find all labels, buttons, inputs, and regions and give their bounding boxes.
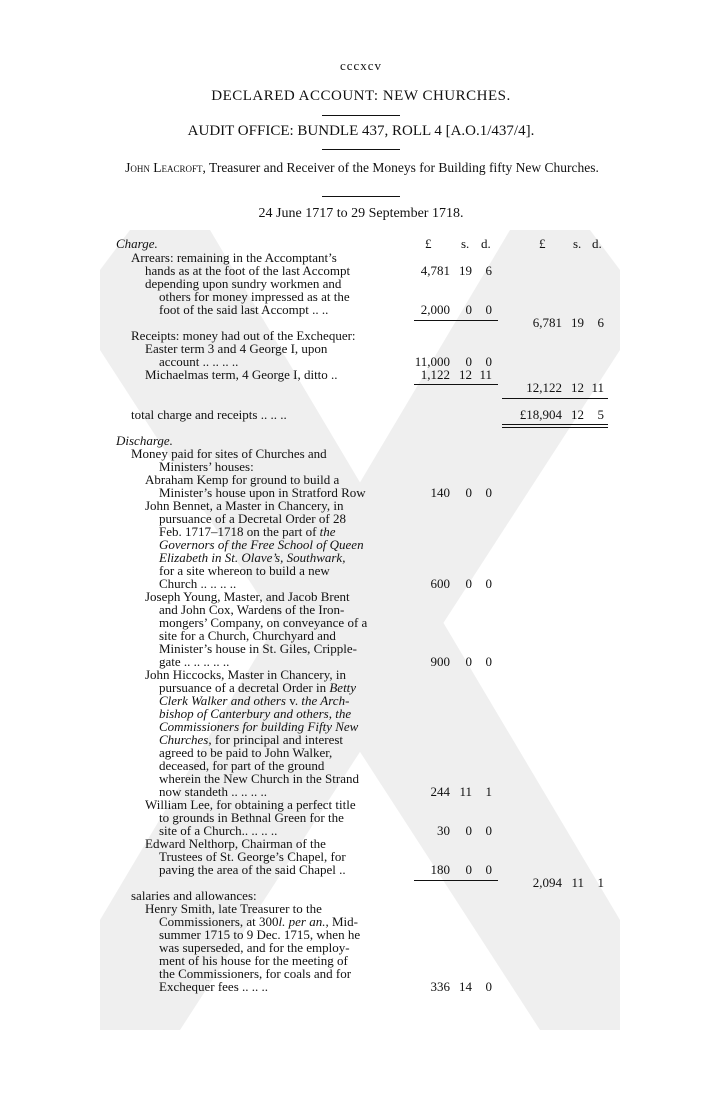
entry-text: depending upon sundry workmen and [145, 276, 342, 291]
entry-fragment: Commissioners, at 300 [159, 914, 279, 929]
entry-text: agreed to be paid to John Walker, [159, 745, 333, 760]
amount-pounds: 180 [430, 862, 450, 877]
amount-pence: 0 [485, 354, 492, 369]
amount-pence: 0 [485, 979, 492, 994]
subtotal-rule [414, 880, 498, 881]
shillings-header: s. [573, 236, 582, 251]
accountant-role: , Treasurer and Receiver of the Moneys for Building fifty New Churches. [202, 160, 599, 175]
amount-shillings: 14 [459, 979, 472, 994]
entry-text: John Bennet, a Master in Chancery, in [145, 498, 344, 513]
archive-reference: AUDIT OFFICE: BUNDLE 437, ROLL 4 [A.O.1/437/4]. [187, 123, 535, 139]
amount-shillings: 0 [465, 485, 472, 500]
entry-text: Commissioners for building Fifty New [159, 719, 359, 734]
entry-text: Michaelmas term, 4 George I, ditto .. [145, 367, 338, 382]
subtotal-shillings: 12 [571, 380, 584, 395]
subtotal-pence: 11 [591, 380, 604, 395]
entry-text: William Lee, for obtaining a perfect title [145, 797, 356, 812]
subtotal-rule [414, 384, 498, 385]
entry-text: and John Cox, Wardens of the Iron- [159, 602, 345, 617]
entry-text: pursuance of a Decretal Order of 28 [159, 511, 346, 526]
entry-text: Minister’s house upon in Stratford Row [159, 485, 366, 500]
grand-total-pence: 5 [597, 407, 604, 422]
entry-fragment: l. per an., [278, 914, 329, 929]
entry-fragment: Mid- [331, 914, 358, 929]
amount-pounds: 336 [430, 979, 450, 994]
entry-fragment: the Arch- [301, 693, 350, 708]
total-label: total charge and receipts .. .. .. [131, 407, 287, 422]
entry-fragment: for principal and interest [214, 732, 344, 747]
entry-text: Church .. .. .. .. [159, 576, 237, 591]
amount-pence: 0 [485, 654, 492, 669]
entry-text: Henry Smith, late Treasurer to the [145, 901, 322, 916]
entry-text: was superseded, and for the employ- [159, 940, 350, 955]
entry-text: wherein the New Church in the Strand [159, 771, 360, 786]
entry-fragment: Churches, [159, 732, 212, 747]
shillings-header: s. [461, 236, 470, 251]
amount-pounds: 30 [437, 823, 450, 838]
entry-fragment: Clerk Walker and others [159, 693, 286, 708]
amount-pence: 0 [485, 302, 492, 317]
entry-text: Governors of the Free School of Queen [159, 537, 364, 552]
entry-text: Exchequer fees .. .. .. [159, 979, 269, 994]
entry-text: gate .. .. .. .. .. [159, 654, 230, 669]
entry-text: Elizabeth in St. Olave’s, Southwark, [159, 550, 346, 565]
amount-shillings: 0 [465, 823, 472, 838]
amount-shillings: 19 [459, 263, 472, 278]
entry-text: hands as at the foot of the last Accompt [145, 263, 351, 278]
document-title: DECLARED ACCOUNT: NEW CHURCHES. [211, 88, 511, 104]
subtotal-pounds: 2,094 [532, 875, 562, 890]
entry-text: bishop of Canterbury and others, the [159, 706, 352, 721]
pounds-header: £ [425, 236, 432, 251]
subtotal-pence: 1 [597, 875, 604, 890]
amount-pence: 0 [485, 823, 492, 838]
subtotal-shillings: 19 [571, 315, 584, 330]
amount-pence: 0 [485, 485, 492, 500]
entry-fragment: the [319, 524, 336, 539]
page-number: cccxcv [339, 58, 383, 73]
entry-text: paving the area of the said Chapel .. [159, 862, 346, 877]
entry-text: others for money impressed as at the [159, 289, 350, 304]
amount-shillings: 0 [465, 354, 472, 369]
entry-text: the Commissioners, for coals and for [159, 966, 352, 981]
pence-header: d. [481, 236, 491, 251]
subtotal-rule [414, 320, 498, 321]
charge-heading: Charge. [116, 236, 158, 251]
section-heading: Money paid for sites of Churches and [131, 446, 327, 461]
amount-shillings: 0 [465, 576, 472, 591]
accountant-name: John Leacroft [125, 160, 203, 175]
amount-shillings: 0 [465, 654, 472, 669]
entry-text: Easter term 3 and 4 George I, upon [145, 341, 328, 356]
amount-pounds: 4,781 [420, 263, 450, 278]
entry-text: account .. .. .. .. [159, 354, 239, 369]
amount-pounds: 600 [430, 576, 450, 591]
total-rule [502, 427, 608, 428]
total-rule [502, 398, 608, 399]
entry-text: site for a Church, Churchyard and [159, 628, 336, 643]
amount-pounds: 1,122 [420, 367, 450, 382]
entry-text: Edward Nelthorp, Chairman of the [145, 836, 326, 851]
entry-text: summer 1715 to 9 Dec. 1715, when he [159, 927, 361, 942]
entry-fragment: pursuance of a decretal Order in [159, 680, 327, 695]
entry-text: mongers’ Company, on conveyance of a [159, 615, 368, 630]
amount-pounds: 2,000 [420, 302, 450, 317]
amount-shillings: 11 [459, 784, 472, 799]
amount-shillings: 0 [465, 862, 472, 877]
amount-pounds: 11,000 [414, 354, 450, 369]
entry-text: site of a Church.. .. .. .. [159, 823, 278, 838]
amount-shillings: 12 [459, 367, 472, 382]
amount-shillings: 0 [465, 302, 472, 317]
grand-total-shillings: 12 [571, 407, 584, 422]
entry-text: Arrears: remaining in the Accomptant’s [131, 250, 337, 265]
entry-text: John Hiccocks, Master in Chancery, in [145, 667, 346, 682]
entry-text: deceased, for part of the ground [159, 758, 325, 773]
receipts-heading: Receipts: money had out of the Exchequer: [131, 328, 356, 343]
grand-total-pounds: £18,904 [519, 407, 562, 422]
amount-pounds: 244 [430, 784, 450, 799]
section-heading: salaries and allowances: [131, 888, 257, 903]
entry-text: Joseph Young, Master, and Jacob Brent [145, 589, 350, 604]
section-heading: Ministers’ houses: [159, 459, 254, 474]
entry-text: Trustees of St. George’s Chapel, for [159, 849, 346, 864]
entry-text: for a site whereon to build a new [159, 563, 330, 578]
amount-pence: 1 [485, 784, 492, 799]
account-period: 24 June 1717 to 29 September 1718. [258, 206, 464, 221]
amount-pence: 6 [485, 263, 492, 278]
entry-text: Minister’s house in St. Giles, Cripple- [159, 641, 358, 656]
subtotal-pounds: 6,781 [532, 315, 562, 330]
entry-fragment: Feb. 1717–1718 on the part of [159, 524, 317, 539]
subtotal-shillings: 11 [571, 875, 584, 890]
entry-text: to grounds in Bethnal Green for the [159, 810, 344, 825]
pence-header: d. [592, 236, 602, 251]
subtotal-pence: 6 [597, 315, 604, 330]
amount-pence: 0 [485, 862, 492, 877]
entry-text: ment of his house for the meeting of [159, 953, 348, 968]
total-rule [502, 424, 608, 425]
amount-pounds: 140 [430, 485, 450, 500]
pounds-header: £ [539, 236, 546, 251]
entry-text: now standeth .. .. .. .. [159, 784, 267, 799]
entry-fragment: v. [289, 693, 299, 708]
amount-pounds: 900 [430, 654, 450, 669]
entry-text: Abraham Kemp for ground to build a [145, 472, 340, 487]
discharge-heading: Discharge. [116, 433, 173, 448]
amount-pence: 11 [479, 367, 492, 382]
entry-fragment: Betty [329, 680, 357, 695]
entry-text: foot of the said last Accompt .. .. [159, 302, 329, 317]
subtotal-pounds: 12,122 [526, 380, 562, 395]
amount-pence: 0 [485, 576, 492, 591]
